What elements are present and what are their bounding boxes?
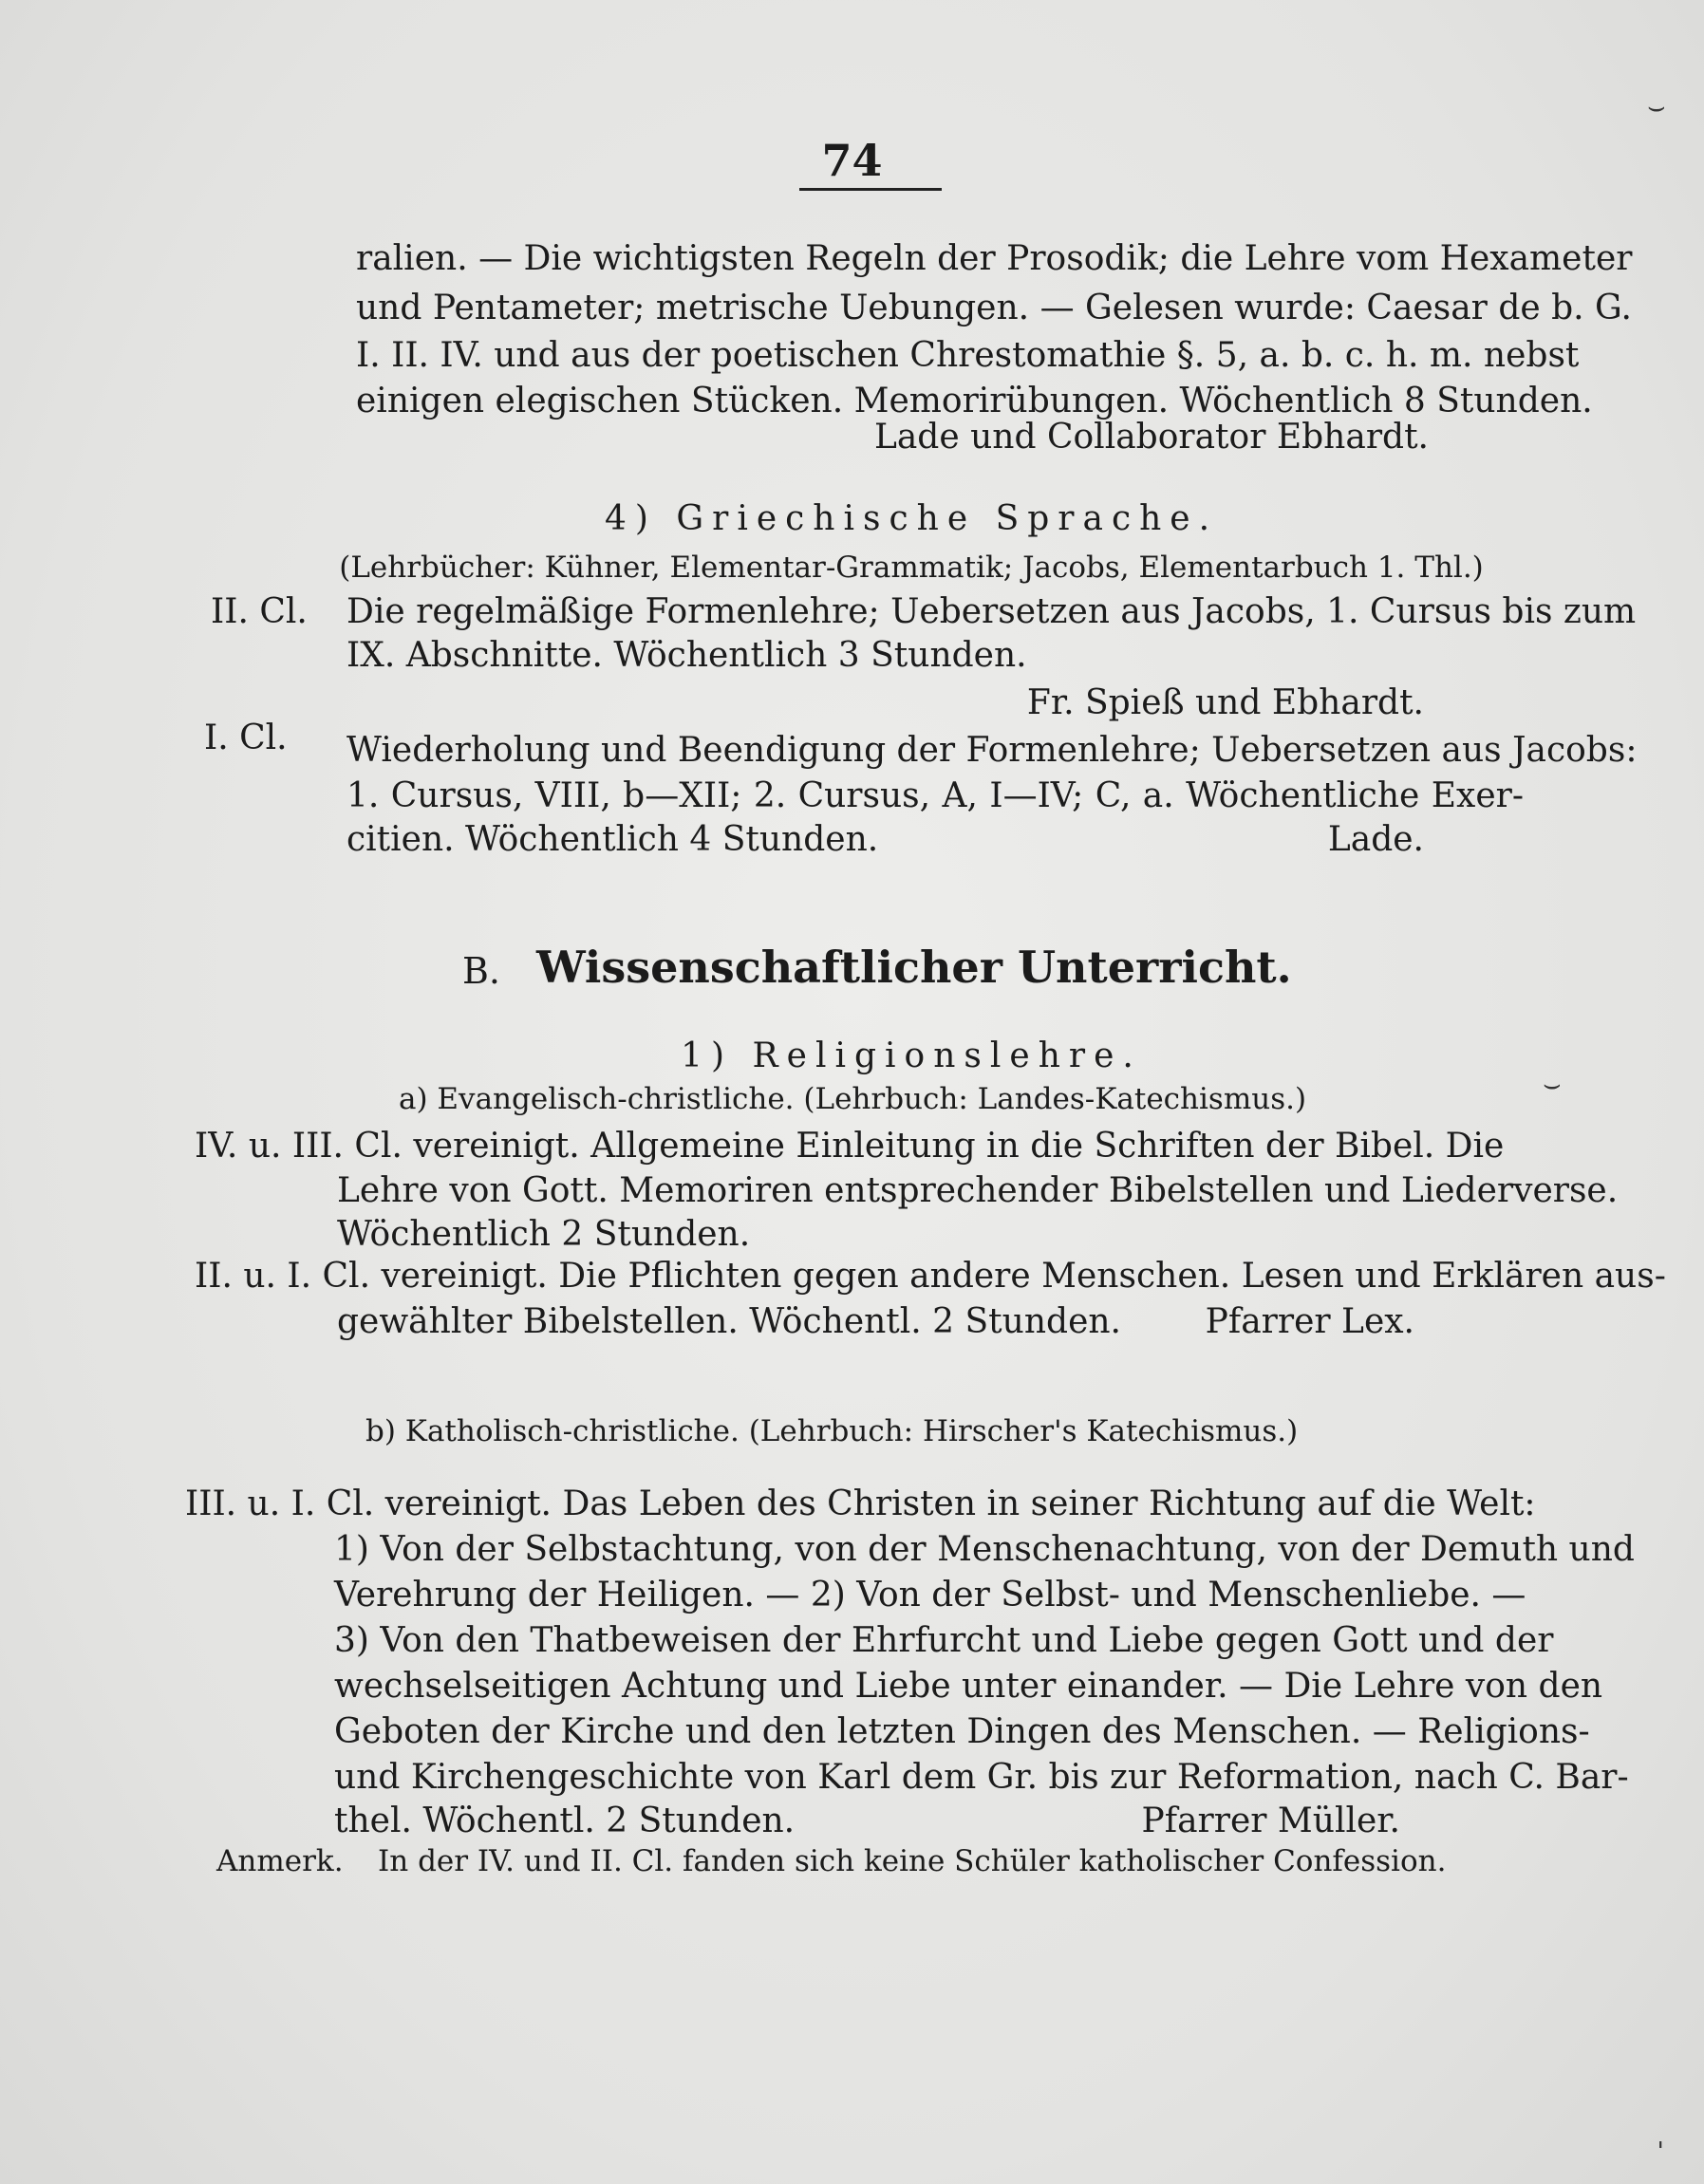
text-line: Wiederholung und Beendigung der Formenlehre; Uebersetzen aus Jacobs: (346, 731, 1638, 770)
teacher-name: Pfarrer Müller. (1141, 1801, 1400, 1840)
section-label: B. (462, 950, 501, 992)
text-line: Verehrung der Heiligen. — 2) Von der Selbst- und Menschenliebe. — (334, 1576, 1526, 1615)
text-line: einigen elegischen Stücken. Memorirübungen. Wöchentlich 8 Stunden. (356, 382, 1593, 420)
page-number-rule (799, 188, 942, 191)
class-label: II. Cl. (211, 592, 308, 631)
text-span: Allgemeine Einleitung in die Schriften der Bibel. Die (590, 1127, 1505, 1166)
text-line: ralien. — Die wichtigsten Regeln der Prosodik; die Lehre vom Hexameter (356, 239, 1633, 278)
class-label: II. u. I. Cl. vereinigt. (195, 1257, 548, 1296)
text-line: wechselseitigen Achtung und Liebe unter einander. — Die Lehre von den (334, 1667, 1603, 1706)
text-line: gewählter Bibelstellen. Wöchentl. 2 Stunden. (337, 1302, 1121, 1341)
text-line: citien. Wöchentlich 4 Stunden. (346, 820, 879, 859)
text-line: Lehre von Gott. Memoriren entsprechender Bibelstellen und Liederverse. (337, 1171, 1619, 1210)
text-line: thel. Wöchentl. 2 Stunden. (334, 1801, 796, 1840)
text-line: 1) Von der Selbstachtung, von der Menschenachtung, von der Demuth und (334, 1530, 1635, 1569)
class-label: IV. u. III. Cl. vereinigt. (195, 1127, 580, 1166)
scan-mark: ˈ (1657, 2137, 1665, 2171)
section-heading: Wissenschaftlicher Unterricht. (536, 942, 1292, 993)
text-line: IX. Abschnitte. Wöchentlich 3 Stunden. (346, 636, 1027, 675)
page-number: 74 (821, 135, 883, 186)
text-span: Die Pflichten gegen andere Menschen. Lesen und Erklären aus- (558, 1257, 1666, 1296)
note-text: In der IV. und II. Cl. fanden sich keine Schüler katholischer Confession. (378, 1844, 1447, 1878)
text-line: I. II. IV. und aus der poetischen Chrestomathie §. 5, a. b. c. h. m. nebst (356, 336, 1580, 375)
text-line: Geboten der Kirche und den letzten Dingen des Menschen. — Religions- (334, 1712, 1590, 1751)
text-line: 3) Von den Thatbeweisen der Ehrfurcht und Liebe gegen Gott und der (334, 1621, 1554, 1660)
paragraph-line (195, 1255, 1666, 1298)
teacher-name: Lade. (1327, 820, 1424, 859)
note-label: Anmerk. (216, 1844, 344, 1878)
class-label: I. Cl. (204, 719, 288, 757)
text-line: Wöchentlich 2 Stunden. (337, 1215, 751, 1254)
text-line: 1. Cursus, VIII, b—XII; 2. Cursus, A, I—IV; C, a. Wöchentliche Exer- (346, 776, 1524, 815)
teacher-name: Lade und Collaborator Ebhardt. (873, 418, 1429, 457)
text-span: Das Leben des Christen in seiner Richtung auf die Welt: (562, 1484, 1536, 1523)
section-title-greek: 4) Griechische Sprache. (604, 499, 1219, 538)
scan-mark: ⌣ (1543, 1068, 1562, 1101)
teacher-name: Fr. Spieß und Ebhardt. (1026, 683, 1424, 722)
paragraph-line (195, 1125, 1524, 1168)
textbooks-greek: (Lehrbücher: Kühner, Elementar-Grammatik; Jacobs, Elementarbuch 1. Thl.) (339, 551, 1484, 585)
text-line: Die regelmäßige Formenlehre; Uebersetzen aus Jacobs, 1. Cursus bis zum (346, 592, 1637, 631)
text-line: und Kirchengeschichte von Karl dem Gr. bis zur Reformation, nach C. Bar- (334, 1758, 1629, 1797)
paragraph-line (185, 1483, 1536, 1526)
subsection-heading: b) Katholisch-christliche. (Lehrbuch: Hirscher's Katechismus.) (365, 1414, 1299, 1448)
subsection-heading: a) Evangelisch-christliche. (Lehrbuch: Landes-Katechismus.) (399, 1082, 1307, 1116)
teacher-name: Pfarrer Lex. (1205, 1302, 1414, 1341)
class-label: III. u. I. Cl. vereinigt. (185, 1484, 552, 1523)
scan-mark: ⌣ (1647, 90, 1666, 123)
text-line: und Pentameter; metrische Uebungen. — Gelesen wurde: Caesar de b. G. (356, 289, 1632, 327)
subsection-title-religion: 1) Religionslehre. (681, 1036, 1142, 1075)
